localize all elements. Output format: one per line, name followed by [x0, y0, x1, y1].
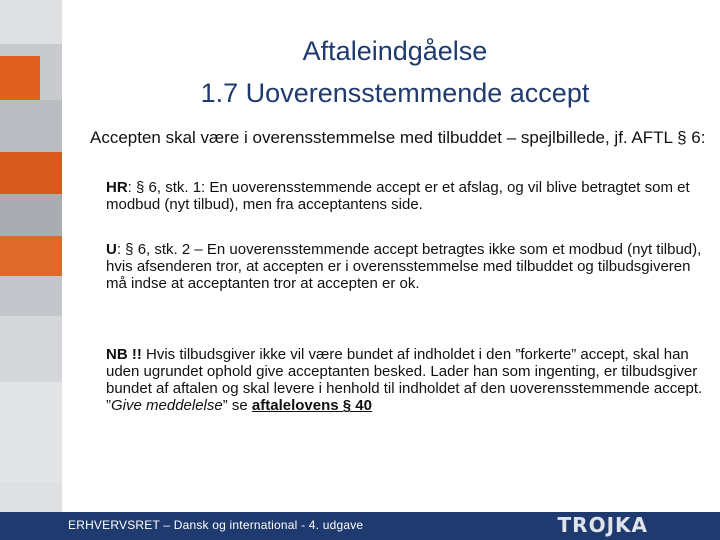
band-stripe	[0, 194, 62, 236]
quote-text: Give meddelelse	[111, 397, 223, 414]
quote-open: ”	[106, 397, 111, 414]
u-label: U	[106, 241, 117, 258]
hr-paragraph	[106, 179, 706, 213]
quote-close: ” se	[222, 397, 252, 414]
left-decorative-band	[0, 0, 62, 540]
nb-text: Hvis tilbudsgiver ikke vil være bundet af indholdet i den ”forkerte” accept, skal han uden ugrundet ophold give acceptanten besked. Lader han som ingenting, er tilbudsgiver bundet af aftalen og skal levere i henhold til indholdet af den uoverensstemmende accept.	[106, 346, 703, 397]
band-stripe	[0, 382, 62, 482]
u-text: : § 6, stk. 2 – En uoverensstemmende accept betragtes ikke som et modbud (nyt tilbud), hvis afsenderen tror, at accepten er i overensstemmelse med tilbuddet og tilbudsgiveren må indse at acceptanten tror at accepten er ok.	[106, 241, 702, 292]
footer-text: ERHVERVSRET – Dansk og international - 4. udgave	[68, 518, 364, 532]
nb-paragraph	[106, 346, 706, 414]
trojka-logo: TROJKA	[557, 513, 648, 537]
intro-text: Accepten skal være i overensstemmelse med tilbuddet – spejlbillede, jf. AFTL § 6:	[90, 128, 706, 147]
title-line-2: 1.7 Uoverensstemmende accept	[200, 78, 590, 108]
band-stripe-orange	[0, 56, 40, 100]
hr-label: HR	[106, 179, 128, 196]
band-stripe-orange	[0, 152, 62, 194]
band-stripe-orange	[0, 236, 62, 276]
band-stripe	[0, 276, 62, 316]
slide-title	[70, 30, 720, 114]
nb-label: NB !!	[106, 346, 142, 363]
footer-bar	[0, 512, 720, 540]
u-paragraph	[106, 241, 706, 292]
title-line-1: Aftaleindgåelse	[302, 36, 488, 66]
band-stripe	[0, 100, 62, 152]
band-stripe	[0, 316, 62, 382]
aftaleloven-link[interactable]: aftalelovens § 40	[251, 397, 372, 414]
hr-text: : § 6, stk. 1: En uoverensstemmende accept er et afslag, og vil blive betragtet som et modbud (nyt tilbud), men fra acceptantens side.	[106, 179, 690, 213]
